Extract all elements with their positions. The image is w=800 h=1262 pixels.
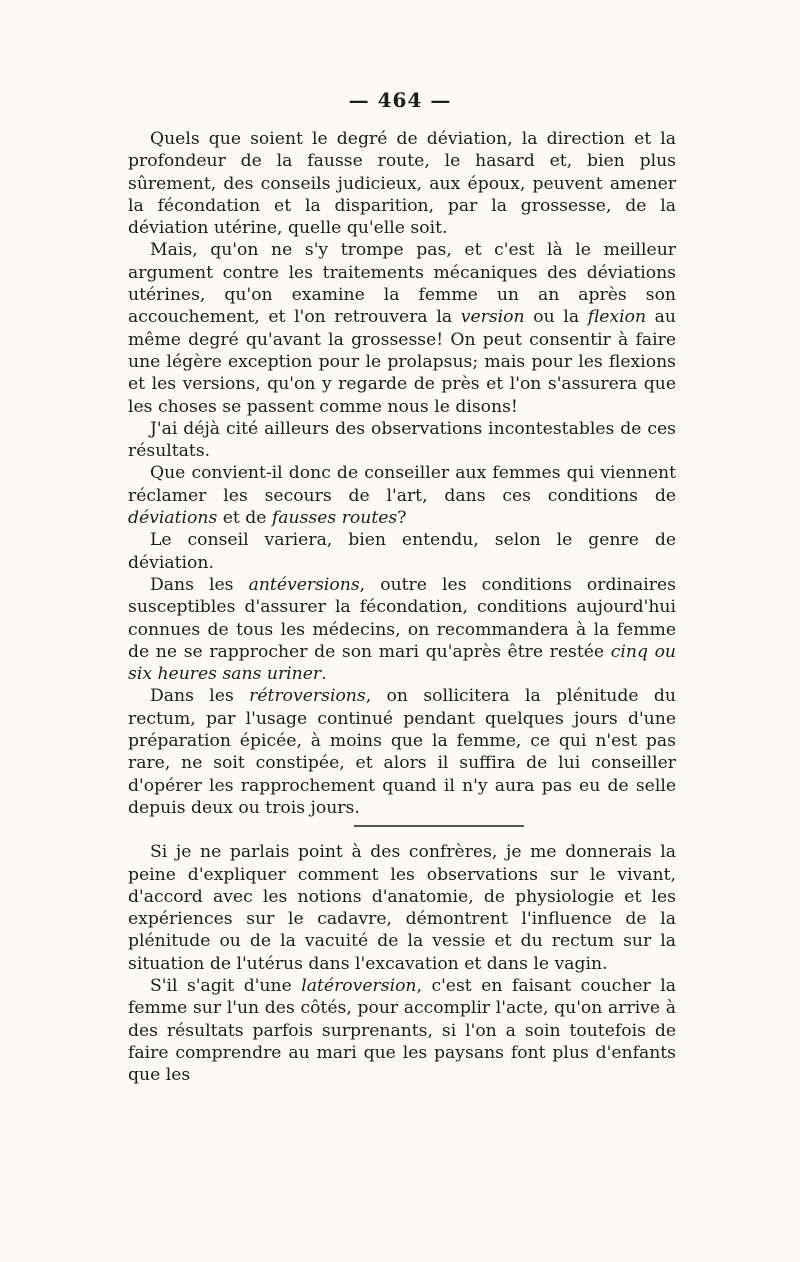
section-rule [354,825,524,827]
paragraph-4: Que convient-il donc de conseiller aux femmes qui viennent réclamer les secours de l'art, dans ces conditions de déviations et de fausses routes? [128,463,676,529]
body-text [128,128,676,1086]
paragraph-7: Dans les rétroversions, on sollicitera la plénitude du rectum, par l'usage continué pendant quelques jours d'une préparation épicée, à moins que la femme, ce qui n'est pas rare, ne soit constipée, et alors il suffira de lui conseiller d'opérer les rapprochement quand il n'y aura pas eu de selle depuis deux ou trois jours. [128,686,676,818]
page-number: — 464 — [348,88,452,112]
paragraph-9: S'il s'agit d'une latéroversion, c'est en faisant coucher la femme sur l'un des côtés, pour accomplir l'acte, qu'on arrive à des résultats parfois surprenants, si l'on a soin toutefois de faire comprendre au mari que les paysans font plus d'enfants que les [128,975,676,1086]
paragraph-6: Dans les antéversions, outre les conditions ordinaires susceptibles d'assurer la fécondation, conditions aujourd'hui connues de tous les médecins, on recommandera à la femme de ne se rapprocher de son mari qu'après être restée cinq ou six heures sans uriner. [128,574,676,685]
paragraph-3: J'ai déjà cité ailleurs des observations incontestables de ces résultats. [128,418,676,462]
paragraph-2: Mais, qu'on ne s'y trompe pas, et c'est là le meilleur argument contre les traitements mécaniques des déviations utérines, qu'on examine la femme un an après son accouchement, et l'on retrouvera la version ou la flexion au même degré qu'avant la grossesse! On peut consentir à faire une légère exception pour le prolapsus; mais pour les flexions et les versions, qu'on y regarde de près et l'on s'assurera que les choses se passent comme nous le disons! [128,240,676,417]
paragraph-8: Si je ne parlais point à des confrères, je me donnerais la peine d'expliquer comment les observations sur le vivant, d'accord avec les notions d'anatomie, de physiologie et les expériences sur le cadavre, démontrent l'influence de la plénitude ou de la vacuité de la vessie et du rectum sur la situation de l'utérus dans l'excavation et dans le vagin. [128,842,676,974]
paragraph-5: Le conseil variera, bien entendu, selon le genre de déviation. [128,530,676,573]
paragraph-1: Quels que soient le degré de déviation, la direction et la profondeur de la fausse route, le hasard et, bien plus sûrement, des conseils judicieux, aux époux, peuvent amener la fécondation et la disparition, par la grossesse, de la déviation utérine, quelle qu'elle soit. [128,129,676,239]
